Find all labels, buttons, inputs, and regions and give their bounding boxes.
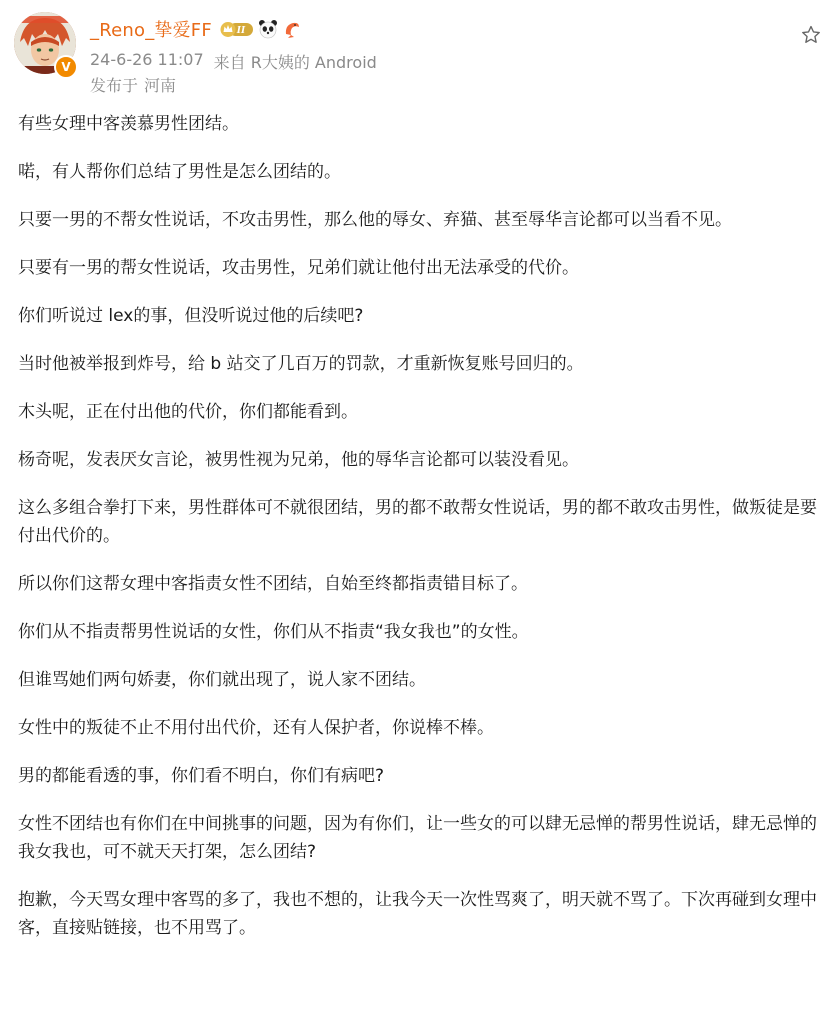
post-paragraph: 木头呢，正在付出他的代价，你们都能看到。	[18, 402, 358, 422]
panda-icon	[258, 19, 278, 39]
level-badge-text: II	[236, 26, 246, 37]
post-paragraph: 你们从不指责帮男性说话的女性，你们从不指责“我女我也”的女性。	[18, 622, 529, 642]
post-paragraph: 所以你们这帮女理中客指责女性不团结，自始至终都指责错目标了。	[18, 574, 528, 594]
post-paragraph: 当时他被举报到炸号，给 b 站交了几百万的罚款，才重新恢复账号回归的。	[18, 354, 584, 374]
shrimp-icon	[282, 19, 302, 39]
location-value: 河南	[144, 76, 177, 95]
post-meta	[90, 50, 377, 73]
username[interactable]: _Reno_挚爱FF	[90, 20, 212, 41]
crown-level-icon[interactable]	[220, 20, 254, 38]
post-paragraph: 这么多组合拳打下来，男性群体可不就很团结，男的都不敢帮女性说话，男的都不敢攻击男性，做叛徒是要付出代价的。	[18, 498, 817, 546]
post-paragraph: 喏，有人帮你们总结了男性是怎么团结的。	[18, 162, 341, 182]
post-paragraph: 有些女理中客羡慕男性团结。	[18, 114, 239, 134]
post-body	[18, 110, 828, 962]
verified-badge: V	[54, 55, 78, 79]
post-paragraph: 只要有一男的帮女性说话，攻击男性，兄弟们就让他付出无法承受的代价。	[18, 258, 579, 278]
post-paragraph: 抱歉，今天骂女理中客骂的多了，我也不想的，让我今天一次性骂爽了，明天就不骂了。下次再碰到女理中客，直接贴链接，也不用骂了。	[18, 890, 817, 938]
star-icon[interactable]	[800, 24, 822, 46]
post-paragraph: 男的都能看透的事，你们看不明白，你们有病吧?	[18, 766, 385, 786]
post-paragraph: 你们听说过 lex的事，但没听说过他的后续吧?	[18, 306, 364, 326]
username-row	[90, 16, 302, 42]
post-paragraph: 女性中的叛徒不止不用付出代价，还有人保护者，你说棒不棒。	[18, 718, 494, 738]
post-source: 来自 R大姨的 Android	[213, 53, 377, 72]
post-header	[0, 0, 838, 100]
post-paragraph: 但谁骂她们两句娇妻，你们就出现了，说人家不团结。	[18, 670, 426, 690]
location-label: 发布于	[90, 76, 139, 95]
post-paragraph: 杨奇呢，发表厌女言论，被男性视为兄弟，他的辱华言论都可以装没看见。	[18, 450, 579, 470]
post-paragraph: 女性不团结也有你们在中间挑事的问题，因为有你们，让一些女的可以肆无忌惮的帮男性说话，肆无忌惮的我女我也，可不就天天打架，怎么团结?	[18, 814, 817, 862]
post-timestamp: 24-6-26 11:07	[90, 50, 204, 69]
post-location	[90, 73, 176, 96]
post-paragraph: 只要一男的不帮女性说话，不攻击男性，那么他的辱女、弃猫、甚至辱华言论都可以当看不见。	[18, 210, 732, 230]
